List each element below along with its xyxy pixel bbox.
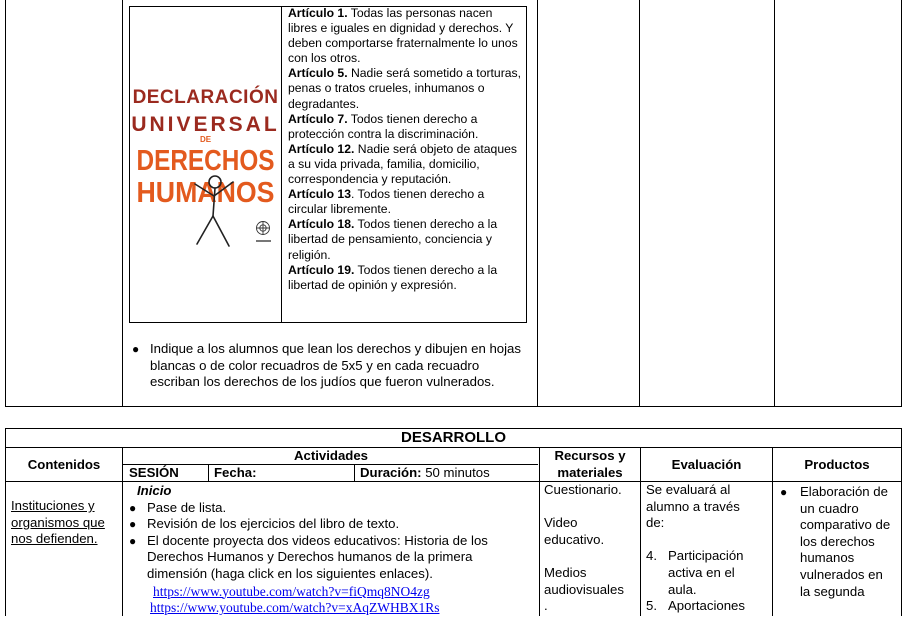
bullet-icon: ● — [132, 342, 140, 356]
article-label: Artículo 12. — [288, 141, 355, 156]
article-label: Artículo 18. — [288, 217, 355, 232]
udhr-poster-image — [133, 70, 278, 255]
activity-text: Revisión de los ejercicios del libro de texto. — [147, 516, 400, 532]
bullet-icon: ● — [129, 533, 137, 548]
recursos-cell — [544, 482, 639, 615]
article-text: Todos tienen derecho a la libertad de opinión y expresión. — [288, 262, 498, 292]
poster-line-derechos: DERECHOS — [136, 145, 275, 177]
evaluacion-item-num: 5. — [646, 598, 657, 614]
article-label: Artículo 5. — [288, 66, 348, 81]
desarrollo-title: DESARROLLO — [401, 429, 506, 446]
recurso-item: Medios audiovisuales — [544, 564, 624, 597]
activity-text: El docente proyecta dos videos educativos: Historia de los Derechos Humanos y Derechos humanos de la primera dimensión (haga click en los siguientes enlaces). — [147, 532, 488, 581]
poster-line-de: DE — [199, 135, 212, 144]
header-fecha: Fecha: — [214, 465, 257, 480]
article-text: Todos tienen derecho a la libertad de pensamiento, conciencia y religión. — [288, 217, 498, 262]
article-text: Todos tienen derecho a protección contra la discriminación. — [288, 111, 479, 141]
top-table-col-divider — [639, 0, 640, 407]
dev-table-session-divider — [208, 464, 209, 481]
header-sesion: SESIÓN — [129, 465, 179, 480]
header-actividades: Actividades — [293, 448, 369, 463]
evaluacion-item — [646, 548, 770, 598]
top-table-left-border — [5, 0, 6, 407]
evaluacion-intro: Se evaluará al alumno a través de: — [646, 482, 740, 531]
article-text: . Todos tienen derecho a circular libremente. — [288, 187, 485, 217]
poster-line-declaracion: DECLARACIÓN — [132, 87, 279, 108]
evaluacion-list — [646, 548, 770, 614]
evaluacion-cell — [646, 482, 770, 615]
article-label: Artículo 7. — [288, 111, 348, 126]
un-emblem-icon — [257, 222, 270, 235]
article-label: Artículo 19. — [288, 262, 355, 277]
top-table-col-divider — [774, 0, 775, 407]
video-link-1[interactable]: https://www.youtube.com/watch?v=fiQmq8NO4zg — [153, 583, 430, 599]
article-label: Artículo 13 — [288, 187, 351, 202]
activity-item — [129, 500, 535, 517]
activity-text: Pase de lista. — [147, 499, 227, 515]
recurso-item: Cuestionario. — [544, 482, 622, 497]
bullet-icon: ● — [129, 500, 137, 515]
header-duracion — [360, 465, 490, 481]
article-text: Todas las personas nacen libres e iguales en dignidad y derechos. Y deben comportarse fraternalmente lo unos con los otros. — [288, 6, 518, 66]
contenidos-cell: Instituciones y organismos que nos defienden. — [11, 498, 105, 547]
duracion-label: Duración: — [360, 465, 422, 480]
top-table-col-divider — [537, 0, 538, 407]
header-recursos: Recursos y materiales — [554, 448, 626, 480]
evaluacion-item-text: Aportaciones — [668, 598, 745, 614]
header-contenidos: Contenidos — [27, 457, 101, 472]
instruction-text: Indique a los alumnos que lean los derechos y dibujen en hojas blancas o de color recuadros de 5x5 y en cada recuadro escriban los derechos de los judíos que fueron vulnerados. — [150, 341, 521, 390]
un-caption-mark — [256, 240, 271, 242]
article-text: Nadie será sometido a torturas, penas o tratos crueles, inhumanos o degradantes. — [288, 66, 522, 111]
article-item — [288, 142, 524, 187]
article-item — [288, 66, 524, 111]
productos-text: Elaboración de un cuadro comparativo de los derechos humanos vulnerados en la segunda — [800, 484, 891, 599]
article-label: Artículo 1. — [288, 6, 348, 20]
recurso-item: . — [544, 598, 548, 614]
evaluacion-item-text: Participación activa en el aula. — [668, 548, 744, 597]
articles-list — [288, 6, 524, 293]
top-table-bottom-border — [5, 406, 902, 407]
article-item — [288, 6, 524, 66]
dev-table-col-divider — [122, 447, 123, 616]
productos-cell — [780, 484, 898, 600]
activity-item — [129, 533, 535, 583]
article-item — [288, 112, 524, 142]
article-item — [288, 187, 524, 217]
article-text: Nadie será objeto de ataques a su vida privada, familia, domicilio, correspondencia y reputación. — [288, 141, 517, 187]
video-link-2[interactable]: https://www.youtube.com/watch?v=xAqZWHBX1Rs — [150, 600, 440, 616]
bullet-icon: ● — [780, 485, 788, 499]
evaluacion-item — [646, 598, 770, 615]
header-productos: Productos — [804, 457, 870, 472]
recurso-item: Video educativo. — [544, 515, 605, 547]
top-table-col-divider — [122, 0, 123, 407]
inicio-label: Inicio — [137, 483, 172, 498]
articles-box-divider — [281, 6, 282, 323]
article-item — [288, 263, 524, 293]
activity-item — [129, 516, 535, 533]
actividades-cell — [129, 483, 535, 617]
top-table-right-border — [901, 0, 902, 407]
article-item — [288, 217, 524, 262]
poster-line-humanos: HUMANOS — [136, 177, 275, 209]
header-evaluacion: Evaluación — [671, 457, 742, 472]
instruction-list-item — [132, 341, 532, 391]
dev-table-session-divider — [354, 464, 355, 481]
dev-table-right-border — [901, 428, 902, 616]
bullet-icon: ● — [129, 517, 137, 532]
evaluacion-item-num: 4. — [646, 548, 657, 564]
poster-line-universal: UNIVERSAL — [131, 113, 280, 136]
duracion-value: 50 minutos — [421, 465, 490, 480]
